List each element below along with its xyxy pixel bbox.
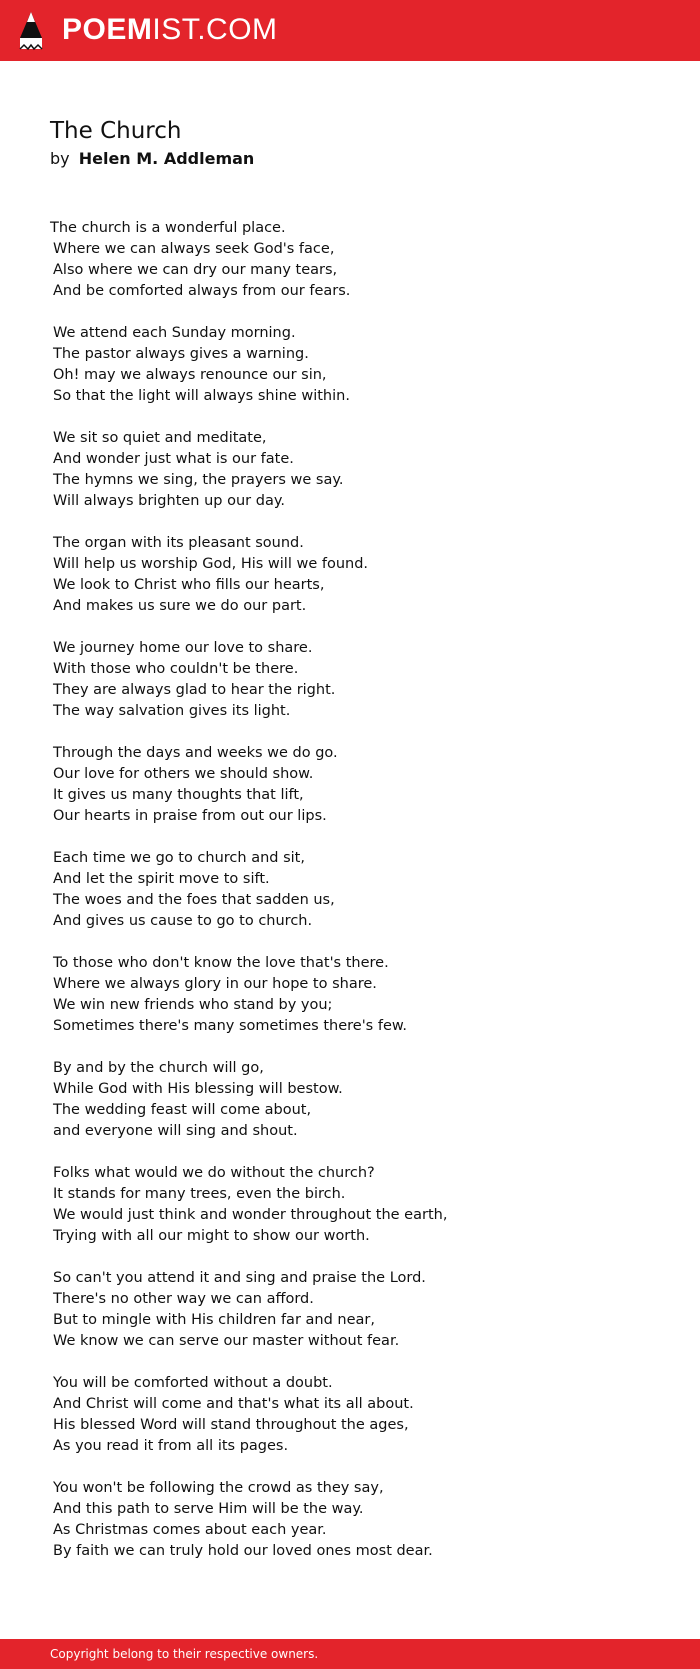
poem-stanza xyxy=(50,428,670,512)
poem-line: You will be comforted without a doubt. xyxy=(53,1375,333,1391)
poem-line: You won't be following the crowd as they say, xyxy=(53,1480,384,1496)
footer-bar xyxy=(0,1639,700,1669)
poem-line: It gives us many thoughts that lift, xyxy=(53,787,304,803)
copyright-text: Copyright belong to their respective owners. xyxy=(50,1647,319,1661)
poem-line: The pastor always gives a warning. xyxy=(53,346,309,362)
author-name[interactable]: Helen M. Addleman xyxy=(78,149,255,168)
poem-line: And wonder just what is our fate. xyxy=(53,451,294,467)
poem-line: Sometimes there's many sometimes there's few. xyxy=(53,1018,408,1034)
poem-line: And makes us sure we do our part. xyxy=(53,598,307,614)
poem-line: Where we always glory in our hope to share. xyxy=(53,976,377,992)
poem-stanza xyxy=(50,848,670,932)
poem-line: By and by the church will go, xyxy=(53,1060,264,1076)
poem-line: Where we can always seek God's face, xyxy=(53,241,335,257)
poem-line: The wedding feast will come about, xyxy=(53,1102,312,1118)
poem-line: Through the days and weeks we do go. xyxy=(53,745,338,761)
logo-light-text: IST.COM xyxy=(152,13,278,46)
poem-line: We win new friends who stand by you; xyxy=(53,997,333,1013)
poem-line: But to mingle with His children far and near, xyxy=(53,1312,375,1328)
poem-line: And Christ will come and that's what its all about. xyxy=(53,1396,414,1412)
poem-line: The woes and the foes that sadden us, xyxy=(53,892,335,908)
poem-line: Our hearts in praise from out our lips. xyxy=(53,808,327,824)
poem-line: Also where we can dry our many tears, xyxy=(53,262,338,278)
header-bar xyxy=(0,0,700,61)
poem-stanza xyxy=(50,1163,670,1247)
poem-line: The hymns we sing, the prayers we say. xyxy=(53,472,344,488)
poem-line: Will help us worship God, His will we found. xyxy=(53,556,369,572)
poem-line: We journey home our love to share. xyxy=(53,640,313,656)
poem-line: We look to Christ who fills our hearts, xyxy=(53,577,325,593)
poem-line: Each time we go to church and sit, xyxy=(53,850,305,866)
poem-line: Will always brighten up our day. xyxy=(53,493,285,509)
poem-line: And be comforted always from our fears. xyxy=(53,283,351,299)
poem-line: Folks what would we do without the church? xyxy=(53,1165,375,1181)
poem-line: We would just think and wonder throughout the earth, xyxy=(53,1207,448,1223)
poem-line: There's no other way we can afford. xyxy=(53,1291,314,1307)
poem-line: To those who don't know the love that's there. xyxy=(53,955,389,971)
poem-stanza xyxy=(50,218,670,302)
poem-line: The organ with its pleasant sound. xyxy=(53,535,304,551)
logo-bold-text: POEM xyxy=(62,13,153,46)
poem-line: Our love for others we should show. xyxy=(53,766,314,782)
by-label: by xyxy=(50,149,70,168)
poem-stanza xyxy=(50,1058,670,1142)
poem-line: By faith we can truly hold our loved ones most dear. xyxy=(53,1543,433,1559)
poem-line: While God with His blessing will bestow. xyxy=(53,1081,343,1097)
poem-title: The Church xyxy=(50,118,182,144)
poem-stanza xyxy=(50,638,670,722)
poem-line: As you read it from all its pages. xyxy=(53,1438,289,1454)
poem-line: As Christmas comes about each year. xyxy=(53,1522,327,1538)
poem-line: and everyone will sing and shout. xyxy=(53,1123,298,1139)
poem-line: The way salvation gives its light. xyxy=(53,703,291,719)
poem-line: We attend each Sunday morning. xyxy=(53,325,296,341)
poem-stanza xyxy=(50,953,670,1037)
poem-stanza xyxy=(50,1478,670,1562)
poem-stanza xyxy=(50,1373,670,1457)
poem-line: And this path to serve Him will be the way. xyxy=(53,1501,364,1517)
poem-line: The church is a wonderful place. xyxy=(50,220,286,236)
byline xyxy=(50,147,254,171)
poem-line: Oh! may we always renounce our sin, xyxy=(53,367,327,383)
site-logo[interactable] xyxy=(62,12,278,48)
poem-stanza xyxy=(50,1268,670,1352)
poem-stanza xyxy=(50,323,670,407)
poem-line: With those who couldn't be there. xyxy=(53,661,299,677)
poem-line: They are always glad to hear the right. xyxy=(53,682,336,698)
poem-stanza xyxy=(50,533,670,617)
pencil-tip-icon[interactable] xyxy=(17,10,45,52)
poem-line: And gives us cause to go to church. xyxy=(53,913,313,929)
poem-line: So can't you attend it and sing and praise the Lord. xyxy=(53,1270,426,1286)
poem-line: It stands for many trees, even the birch. xyxy=(53,1186,346,1202)
poem-line: We sit so quiet and meditate, xyxy=(53,430,267,446)
poem-line: His blessed Word will stand throughout the ages, xyxy=(53,1417,409,1433)
poem-line: So that the light will always shine within. xyxy=(53,388,350,404)
poem-line: Trying with all our might to show our worth. xyxy=(53,1228,370,1244)
poem-line: We know we can serve our master without fear. xyxy=(53,1333,400,1349)
poem-stanza xyxy=(50,743,670,827)
poem-body xyxy=(50,218,670,1583)
poem-line: And let the spirit move to sift. xyxy=(53,871,270,887)
